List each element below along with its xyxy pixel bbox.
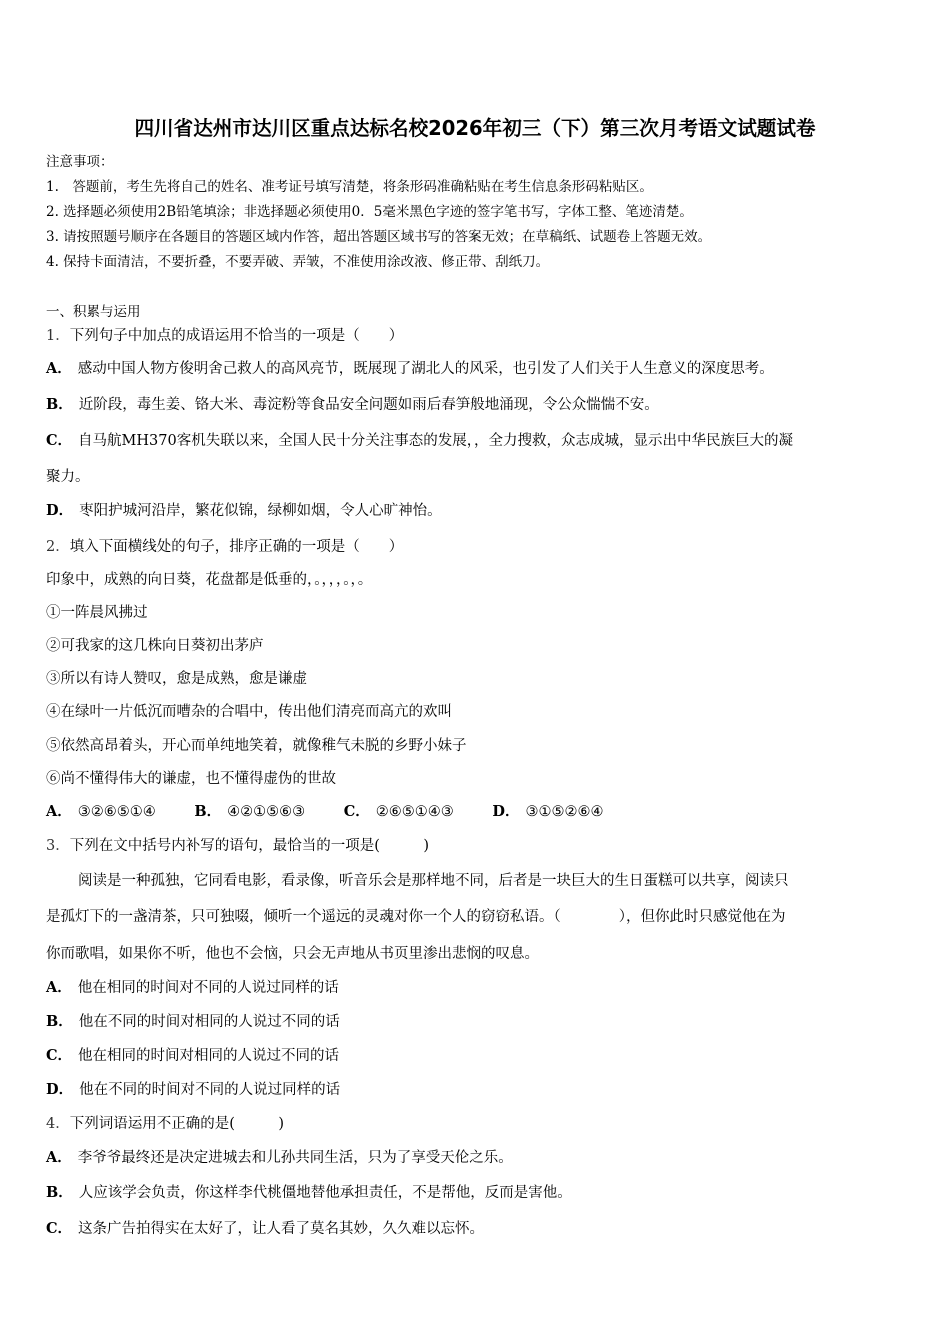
question-number: 2． — [46, 539, 70, 555]
option-label: B． — [46, 1184, 73, 1201]
q1-option-a — [46, 359, 774, 379]
option-text: 他在相同的时间对相同的人说过不同的话 — [78, 1048, 340, 1064]
option-text: 感动中国人物方俊明舍己救人的高风亮节，既展现了湖北人的风采，也引发了人们关于人生意义的深度思考。 — [77, 361, 774, 377]
notice-item: 2. 选择题必须使用2B铅笔填涂；非选择题必须使用0．5毫米黑色字迹的签字笔书写，字体工整、笔迹清楚。 — [46, 204, 693, 220]
q2-options — [46, 802, 637, 822]
q2-item: ②可我家的这几株向日葵初出茅庐 — [46, 638, 264, 654]
q2-item: ⑥尚不懂得伟大的谦虚，也不懂得虚伪的世故 — [46, 771, 336, 787]
option-label: C． — [46, 1220, 73, 1237]
question-1-stem — [46, 326, 403, 346]
option-label: D． — [46, 1081, 74, 1098]
option-label: C． — [46, 432, 73, 449]
option-label: B． — [46, 396, 73, 413]
option-text: 人应该学会负责，你这样李代桃僵地替他承担责任，不是帮他，反而是害他。 — [78, 1185, 572, 1201]
q2-item: ④在绿叶一片低沉而嘈杂的合唱中，传出他们清亮而高亢的欢叫 — [46, 704, 452, 720]
option-text: 他在不同的时间对相同的人说过不同的话 — [78, 1014, 340, 1030]
option-text: ④②①⑤⑥③ — [227, 804, 306, 820]
option-label: C． — [46, 1047, 73, 1064]
q2-option-c — [344, 802, 454, 822]
notice-item: 1. 答题前，考生先将自己的姓名、准考证号填写清楚，将条形码准确粘贴在考生信息条形码粘贴区。 — [46, 179, 653, 195]
q2-item: ⑤依然高昂着头，开心而单纯地笑着，就像稚气未脱的乡野小妹子 — [46, 738, 467, 754]
option-text: 枣阳护城河沿岸，繁花似锦，绿柳如烟，令人心旷神怡。 — [79, 503, 442, 519]
section-heading: 一、积累与运用 — [46, 304, 141, 320]
q4-option-b — [46, 1183, 572, 1203]
question-text: 下列在文中括号内补写的语句，最恰当的一项是( ) — [69, 838, 430, 854]
question-2-stem — [46, 537, 403, 557]
option-label: D． — [492, 803, 520, 820]
option-label: C． — [343, 803, 370, 820]
q3-option-c — [46, 1046, 339, 1066]
q4-option-a — [46, 1148, 513, 1168]
page-title: 四川省达州市达川区重点达标名校2026年初三（下）第三次月考语文试题试卷 — [134, 116, 816, 140]
q1-option-d — [46, 501, 442, 521]
option-label: A． — [46, 360, 72, 377]
option-text: ②⑥⑤①④③ — [375, 804, 454, 820]
q1-option-b — [46, 395, 659, 415]
q3-option-b — [46, 1012, 340, 1032]
q3-option-d — [46, 1080, 340, 1100]
option-text: 这条广告拍得实在太好了，让人看了莫名其妙，久久难以忘怀。 — [78, 1221, 485, 1237]
question-text: 填入下面横线处的句子，排序正确的一项是（ ） — [69, 539, 404, 555]
option-text: 他在不同的时间对不同的人说过同样的话 — [79, 1082, 341, 1098]
option-label: A． — [46, 979, 72, 996]
option-label: B． — [46, 1013, 73, 1030]
option-label: A． — [46, 1149, 72, 1166]
notice-item: 3. 请按照题号顺序在各题目的答题区域内作答，超出答题区域书写的答案无效；在草稿纸、试题卷上答题无效。 — [46, 229, 712, 245]
notice-item: 4. 保持卡面清洁，不要折叠，不要弄破、弄皱，不准使用涂改液、修正带、刮纸刀。 — [46, 254, 550, 270]
option-text: 近阶段，毒生姜、铬大米、毒淀粉等食品安全问题如雨后春笋般地涌现，令公众惴惴不安。 — [78, 397, 659, 413]
q1-option-c-continued: 聚力。 — [46, 469, 90, 485]
question-number: 1． — [46, 328, 70, 344]
option-text: ③②⑥⑤①④ — [77, 804, 156, 820]
option-label: B． — [194, 803, 222, 820]
q3-option-a — [46, 978, 339, 998]
option-label: A． — [46, 803, 72, 820]
question-text: 下列词语运用不正确的是( ) — [69, 1116, 285, 1132]
question-number: 4． — [46, 1116, 70, 1132]
q3-passage-line: 你而歌唱，如果你不听，他也不会恼，只会无声地从书页里渗出悲悯的叹息。 — [46, 946, 539, 962]
q2-item: ①一阵晨风拂过 — [46, 605, 148, 621]
option-text: ③①⑤②⑥④ — [525, 804, 604, 820]
question-number: 3． — [46, 838, 70, 854]
q3-passage-line: 是孤灯下的一盏清茶，只可独啜，倾听一个遥远的灵魂对你一个人的窃窃私语。（ ），但你此时只感觉他在为 — [46, 909, 786, 925]
question-4-stem — [46, 1114, 284, 1134]
q2-option-a — [46, 802, 156, 822]
q2-context: 印象中，成熟的向日葵，花盘都是低垂的，。，，，。，。 — [46, 572, 373, 588]
q4-option-c — [46, 1219, 484, 1239]
option-text: 李爷爷最终还是决定进城去和儿孙共同生活，只为了享受天伦之乐。 — [77, 1150, 513, 1166]
q2-item: ③所以有诗人赞叹，愈是成熟，愈是谦虚 — [46, 671, 307, 687]
q1-option-c — [46, 431, 793, 451]
notice-heading: 注意事项： — [46, 154, 114, 170]
option-text: 自马航MH370客机失联以来，全国人民十分关注事态的发展，，全力搜救，众志成城，显示出中华民族巨大的凝 — [78, 433, 793, 449]
option-label: D． — [46, 502, 74, 519]
question-3-stem — [46, 836, 429, 856]
q2-option-b — [194, 802, 305, 822]
option-text: 他在相同的时间对不同的人说过同样的话 — [77, 980, 339, 996]
q3-passage-line: 阅读是一种孤独，它同看电影，看录像，听音乐会是那样地不同，后者是一块巨大的生日蛋糕可以共享，阅读只 — [78, 873, 789, 889]
q2-option-d — [492, 802, 603, 822]
question-text: 下列句子中加点的成语运用不恰当的一项是（ ） — [69, 328, 404, 344]
